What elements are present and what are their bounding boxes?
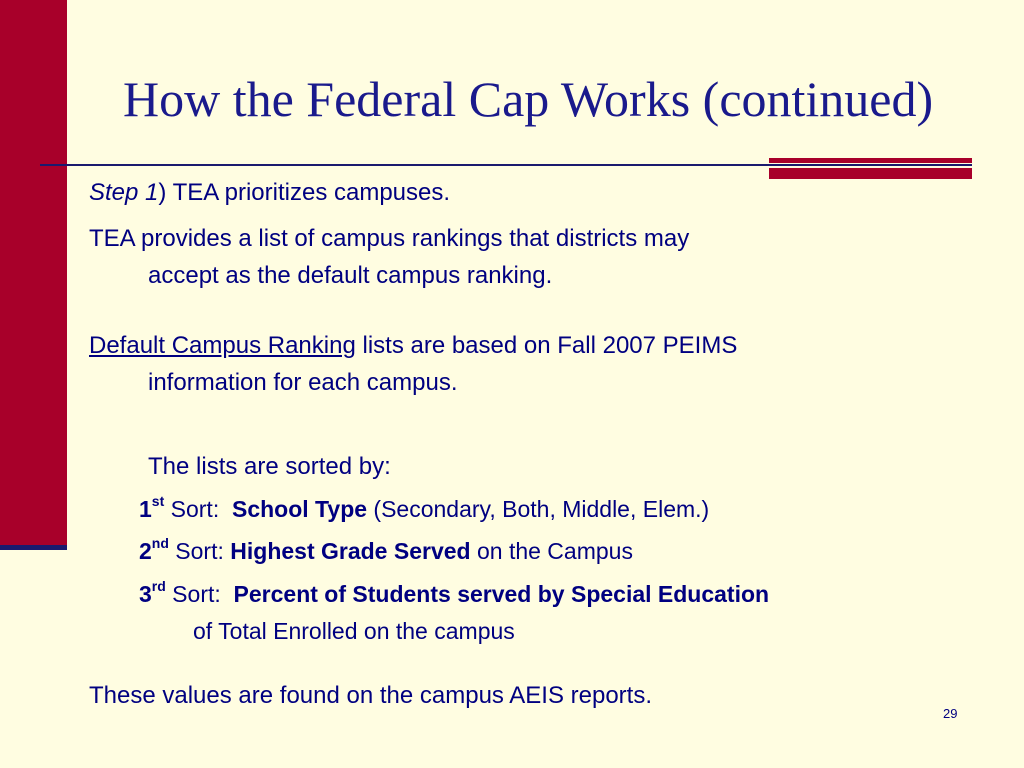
- footer-note: These values are found on the campus AEIS reports.: [89, 682, 652, 709]
- sort-3-number: 3: [139, 581, 152, 607]
- slide-title: How the Federal Cap Works (continued): [123, 71, 934, 127]
- default-campus-ranking-link[interactable]: Default Campus Ranking: [89, 332, 356, 359]
- sort-2-bold: Highest Grade Served: [230, 538, 471, 564]
- sort-1-rest: (Secondary, Both, Middle, Elem.): [367, 496, 710, 522]
- page-number: 29: [943, 706, 958, 721]
- step-text: ) TEA prioritizes campuses.: [158, 179, 451, 206]
- sort-3-label: Sort:: [165, 581, 234, 607]
- title-divider-line: [40, 164, 770, 166]
- step-label: Step 1: [89, 179, 159, 206]
- title-divider-accent-middle: [769, 164, 972, 166]
- sort-3-suffix: rd: [151, 578, 166, 595]
- sort-item-3: [139, 580, 769, 609]
- sort-1-bold: School Type: [232, 496, 368, 522]
- sort-2-number: 2: [139, 538, 152, 564]
- para2-line2: information for each campus.: [148, 369, 458, 396]
- sorted-by-heading: The lists are sorted by:: [148, 453, 391, 480]
- sort-1-suffix: st: [151, 493, 165, 510]
- sort-item-1: [139, 495, 709, 524]
- sort-2-suffix: nd: [151, 535, 169, 552]
- title-divider-accent-top: [769, 158, 972, 163]
- para2-rest: lists are based on Fall 2007 PEIMS: [355, 332, 738, 359]
- sort-3-bold: Percent of Students served by Special Education: [233, 581, 770, 607]
- sort-1-number: 1: [139, 496, 152, 522]
- sort-1-label: Sort:: [164, 496, 232, 522]
- para1-line1: TEA provides a list of campus rankings that districts may: [89, 225, 690, 252]
- sort-2-rest: on the Campus: [470, 538, 633, 564]
- sort-item-2: [139, 537, 633, 566]
- left-accent-bar: [0, 0, 67, 545]
- para2-line1: [89, 331, 737, 360]
- sort-item-3-continued: of Total Enrolled on the campus: [193, 618, 515, 644]
- sort-2-label: Sort:: [168, 538, 231, 564]
- title-divider-accent-bottom: [769, 168, 972, 179]
- left-accent-underline: [0, 545, 67, 550]
- para1-line2: accept as the default campus ranking.: [148, 262, 553, 289]
- step-line: [89, 178, 450, 207]
